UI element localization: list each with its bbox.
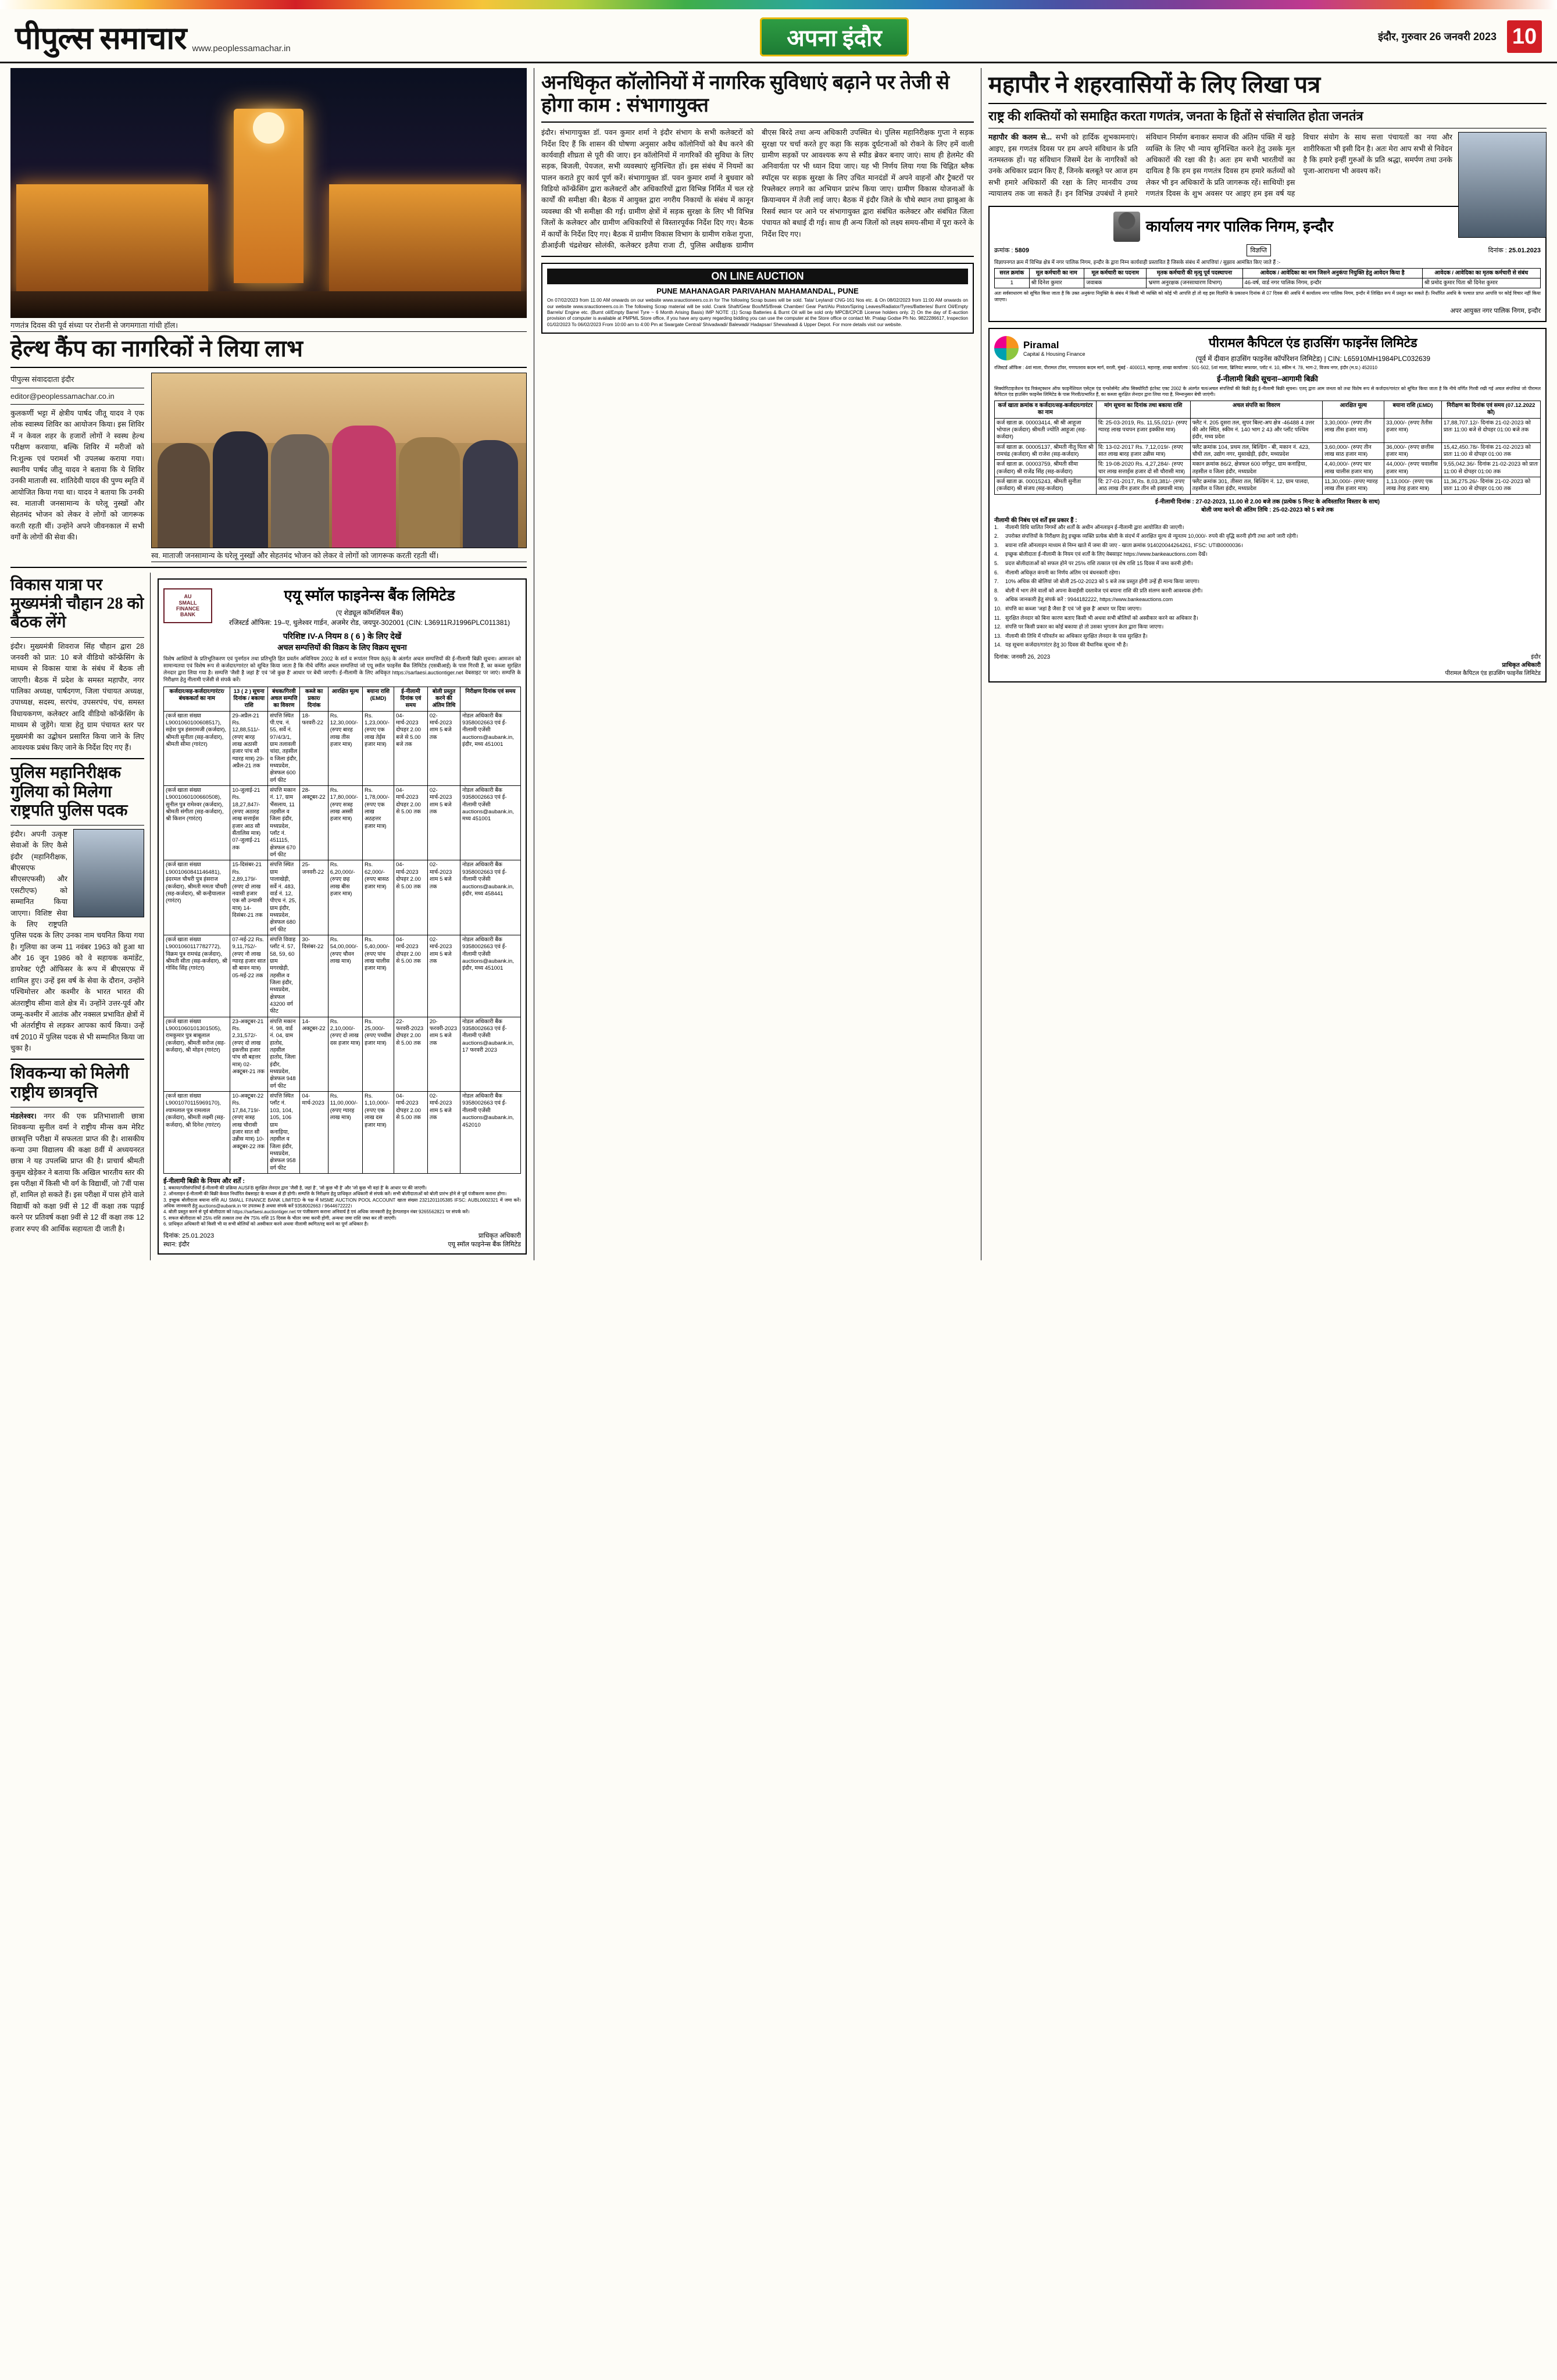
au-term: 3. इच्छुक बोलीदाता बयाना राशि AU SMALL FINANCE BANK LIMITED के पक्ष में MSME AUCTION POOL ACCOUNT खाता संख्या 2321201105385 IFSC: AUBL0002321 में जमा करें। अधिक जानकारी हेतु auctions@aubank.in पर उपलब्ध है अथवा संपर्क करें 9358002663 / 9644672222।: [163, 1197, 521, 1209]
publication-logo: [15, 15, 186, 58]
photo-clock-face: [253, 112, 284, 144]
divider: [541, 121, 974, 123]
piramal-th-demand: मांग सूचना का दिनांक तथा बकाया राशि: [1096, 401, 1190, 418]
piramal-brand: Piramal: [1023, 340, 1059, 351]
cell-reserve: 4,40,000/- (रुपए चार लाख चालीस हजार मात्र): [1323, 460, 1384, 477]
cell-borrower: (कर्ज खाता संख्या L9001060101301505), रामकुमार पुत्र बाबूलाल (कर्जदार), श्रीमती सरोज (सह-कर्जदार), श्री मोहन (गारंटर): [164, 1017, 230, 1091]
cell-inspection: नोडल अधिकारी बैंक 9358002663 एवं ई-नीलामी एजेंसी auctions@aubank.in, इंदौर, मध्य 458441: [460, 860, 521, 935]
cell-bid-date: 02-मार्च-2023 शाम 5 बजे तक: [427, 1092, 460, 1174]
cell-notice: 29-अप्रैल-21 Rs. 12,88,511/- (रुपए बारह लाख अठासी हजार पांच सौ ग्यारह मात्र) 29-अप्रैल-21 तक: [230, 711, 268, 785]
colonies-body: [541, 127, 974, 251]
column-right: [981, 68, 1547, 1260]
vikas-yatra-body: इंदौर। मुख्यमंत्री शिवराज सिंह चौहान द्वारा 28 जनवरी को प्रात: 10 बजे वीडियो कॉन्फ्रेंसिंग के माध्यम से विकास यात्रा के संबंध में बैठक ली जाएगी। बैठक में प्रदेश के समस्त महापौर, नगर पालिका अध्यक्ष, पार्षदगण, जिला पंचायत अध्यक्ष, उपाध्यक्ष, सदस्य, सरपंच, उपसरपंच, पंच, समस्त विधायकगण, कलेक्टर आदि वीडियो कॉन्फ्रेंसिंग के माध्यम से जुड़ेंगे। यात्रा हेतु ग्राम पंचायत स्तर पर मुख्यमंत्री का उद्बोधन प्रसारित किया जाने के लिए आवश्यक प्रबंध किए जाने के निर्देश दिए गए हैं।: [10, 642, 144, 752]
cell-inspection: नोडल अधिकारी बैंक 9358002663 एवं ई-नीलामी एजेंसी auctions@aubank.in, 17 फरवरी 2023: [460, 1017, 521, 1091]
masthead-left: [15, 15, 291, 58]
piramal-sign-left: [994, 652, 1050, 677]
nigam-footnote: अतः सर्वसाधारण को सूचित किया जाता है कि उक्त अनुकंपा नियुक्ति के संबंध में किसी भी व्यक्ति को कोई भी आपत्ति हो तो वह इस विज्ञप्ति के प्रकाशन दिनांक से 07 दिवस की अवधि में कार्यालय नगर पालिक निगम, इन्दौर में लिखित रूप में प्रस्तुत कर सकते हैं। निर्धारित अवधि के पश्चात प्राप्त आपत्ति पर कोई विचार नहीं किया जाएगा।: [994, 291, 1541, 302]
cell-property: संपत्ति स्थित ग्राम पालाखेड़ी, सर्वे नं. 483, वार्ड नं. 12, पीएच नं. 25, ग्राम इंदौर, मध्यप्रदेश, क्षेत्रफल 680 वर्ग फीट: [268, 860, 300, 935]
table-row: [995, 460, 1541, 477]
cell-auction-date: 04-मार्च-2023 दोपहर 2.00 से 5.00 तक: [394, 786, 428, 860]
health-photo-caption: स्व. माताजी जनसामान्य के घरेलू नुस्खों और सेहतमंद भोजन को लेकर वे लोगों को जागरूक करती रहती थीं।: [151, 548, 527, 562]
cell-property: संपत्ति विवाह प्लॉट नं. 57, 58, 59, 60 ग्राम मगरखेड़ी, तहसील व जिला इंदौर, मध्यप्रदेश, क्षेत्रफल 43200 वर्ग फीट: [268, 935, 300, 1017]
photo-person: [399, 437, 460, 548]
piramal-regd: रजिस्टर्ड ऑफिस : 4वां माला, पीरामल टॉवर, गणपतराव कदम मार्ग, वरली, मुंबई - 400013, महाराष्ट्र, शाखा कार्यालय : 501-502, 5वां माला, ब्रिलियंट सफायर, प्लॉट नं. 10, स्कीम नं. 78, भाग-2, विजय नगर, इंदौर (म.प्र.) 452010: [994, 364, 1377, 370]
piramal-terms-list: [994, 524, 1541, 649]
photo-person: [271, 434, 329, 548]
piramal-note: सिक्योरिटाइजेशन एंड रिकंस्ट्रक्शन ऑफ फाइनेंशियल एसेट्स एंड एन्फोर्समेंट ऑफ सिक्योरिटी इंटरेस्ट एक्ट 2002 के अंतर्गत चल/अचल संपत्तियों की बिक्री हेतु ई-नीलामी बिक्री सूचना। एतद् द्वारा आम जनता को तथा विशेष रूप से कर्जदार/गारंटर को सूचित किया जाता है कि नीचे वर्णित गिरवी रखी गई अचल संपत्तियां जो पीरामल कैपिटल एंड हाउसिंग फाइनेंस लिमिटेड के पास गिरवी/प्रभारित हैं, का कब्जा सुरक्षित लेनदार द्वारा लिया गया है, निम्नानुसार बेची जाएंगी।: [994, 386, 1541, 398]
piramal-sign-org: पीरामल कैपिटल एंड हाउसिंग फाइनेंस लिमिटेड: [1445, 670, 1541, 677]
scholarship-text: नगर की एक प्रतिभाशाली छात्रा शिवकन्या सुनील वर्मा ने राष्ट्रीय मीन्स कम मेरिट छात्रवृत्ति परीक्षा में सफलता प्राप्त की है। शासकीय कन्या उमा विद्यालय की कक्षा 8वीं में अध्ययनरत छात्रा ने यह उपलब्धि प्राप्त की है। प्राचार्य श्रीमती कुसुम खेड़ेकर ने बताया कि अखिल भारतीय स्तर की इस परीक्षा में किसी भी वर्ग के विद्यार्थी, जो 7वीं पास हों, शामिल हो सकते हैं। इस परीक्षा में पास होने वाले विद्यार्थी को कक्षा 9वीं से 12 वीं कक्षा तक पढ़ाई करने पर प्रतिवर्ष कक्षा 9वीं से 12 वीं कक्षा तक 12 हजार रुपए की आर्थिक सहायता दी जाती है।: [10, 1112, 144, 1233]
mayor-letter-body: [988, 132, 1452, 199]
piramal-term: 6. नीलामी अधिकृत कंपनी का निर्णय अंतिम एवं बंधनकारी रहेगा।: [994, 569, 1120, 576]
au-th-reserve: आरक्षित मूल्य: [328, 687, 362, 711]
cell-reserve: Rs. 11,00,000/- (रुपए ग्यारह लाख मात्र): [328, 1092, 362, 1174]
cell-possession: 18-फरवरी-22: [300, 711, 328, 785]
piramal-cin: (पूर्व में दीवान हाउसिंग फाइनेंस कॉर्पोरेशन लिमिटेड) | CIN: L65910MH1984PLC032639: [1195, 354, 1431, 363]
divider: [10, 1059, 144, 1060]
photo-person: [213, 431, 268, 548]
page-number: 10: [1507, 20, 1542, 53]
nigam-th-applicant: आवेदक / आवेदिका का नाम जिसने अनुकंपा नियुक्ति हेतु आवेदन किया है: [1242, 268, 1422, 278]
piramal-term: 12. संपत्ति पर किसी प्रकार का कोई बकाया हो तो उसका भुगतान क्रेता द्वारा किया जाएगा।: [994, 624, 1164, 630]
au-logo-line2: SMALL: [178, 599, 197, 606]
mayor-letter-headline: महापौर ने शहरवासियों के लिए लिखा पत्र: [988, 72, 1321, 98]
cell-reserve: 3,60,000/- (रुपए तीन लाख साठ हजार मात्र): [1323, 442, 1384, 460]
au-term: 1. बकाया/परिसंपत्तियों ई-नीलामी की प्रक्रिया AUSFB सुरक्षित लेनदार द्वारा 'जैसी है, जहां है', 'जो कुछ भी है' और 'जो कुछ भी वहां है' के आधार पर की जाएगी।: [163, 1185, 427, 1191]
piramal-sign-right: [1445, 652, 1541, 677]
au-sign-org: एयू स्मॉल फाइनेन्स बैंक लिमिटेड: [448, 1241, 521, 1248]
online-auction-title: ON LINE AUCTION: [547, 269, 968, 284]
piramal-bid-line: बोली जमा करने की अंतिम तिथि : 25-02-2023 को 5 बजे तक: [1201, 506, 1334, 513]
table-row: [164, 786, 521, 860]
cell-auction-date: 04-मार्च-2023 दोपहर 2.00 से 5.00 तक: [394, 1092, 428, 1174]
au-term: 2. ऑनलाइन ई-नीलामी की बिक्री केवल निर्धारित वेबसाइट के माध्यम से ही होगी। सम्पत्ति के निरीक्षण हेतु प्राधिकृत अधिकारी से संपर्क करें। सभी बोलीदाताओं को बोली प्रारंभ होने से पूर्व पंजीकरण कराना होगा।: [163, 1191, 507, 1197]
scholarship-location: मंडलेश्वर।: [10, 1112, 37, 1120]
health-article-body: कुलकर्णी भट्टा में क्षेत्रीय पार्षद जीतू यादव ने एक लोक स्वास्थ्य शिविर का आयोजन किया। इस शिविर में न केवल शहर के हजारों लोगों ने स्वस्थ हेल्थ परीक्षण करवाया, बल्कि शिविर में मरीजों को नि:शुल्क एवं परामर्श भी उपलब्ध कराया गया। स्थानीय पार्षद जीतू यादव ने बताया कि ये शिविर उनकी माताजी स्व. शांतिदेवी यादव की पुण्य स्मृति में आयोजित किया गया था। यादव ने बताया कि उनकी स्व. माताजी जनसामान्य के घरेलू नुस्खों और सेहतमंद भोजन को लेकर वे लोगों को जागरूक करती रहती थीं। उन्होंने अपने जीवनकाल में सभी वर्गों के लोगों की सेवा की।: [10, 409, 144, 542]
dateline: इंदौर, गुरुवार 26 जनवरी 2023: [1378, 31, 1497, 42]
nigam-table: [994, 268, 1541, 289]
au-ad-regd: रजिस्टर्ड ऑफिस: 19–ए, धुलेश्वर गार्डन, अजमेर रोड, जयपुर-302001 (CIN: L36911RJ1996PLC011381): [228, 619, 510, 627]
cell-notice: 10-जुलाई-21 Rs. 18,27,847/- (रुपए अठारह लाख सत्ताईस हजार आठ सौ सैंतालिस मात्र) 07-जुलाई-21 तक: [230, 786, 268, 860]
au-ad-header: [163, 584, 521, 627]
nigam-date-value: 25.01.2023: [1508, 246, 1541, 254]
au-bank-logo: [163, 588, 212, 623]
cell-property: फ्लैट क्रमांक 104, प्रथम तल, बिल्डिंग - बी, मकान नं. 423, चौथी तल, उद्योग नगर, मुसाखेड़ी, इंदौर, मध्यप्रदेश: [1190, 442, 1322, 460]
cell-notice: 23-अक्टूबर-21 Rs. 2,31,572/- (रुपए दो लाख इकत्तीस हजार पांच सौ बहत्तर मात्र) 02-अक्टूबर-21 तक: [230, 1017, 268, 1091]
au-ad-title-sub: (ए शेड्यूल कॉमर्शियल बैंक): [335, 609, 403, 617]
piramal-brand-sub: Capital & Housing Finance: [1023, 351, 1085, 358]
cell-inspection: नोडल अधिकारी बैंक 9358002663 एवं ई-नीलामी एजेंसी auctions@aubank.in, 452010: [460, 1092, 521, 1174]
cell-inspection: नोडल अधिकारी बैंक 9358002663 एवं ई-नीलामी एजेंसी auctions@aubank.in, मध्य 451001: [460, 786, 521, 860]
piramal-table-header-row: [995, 401, 1541, 418]
cell-emd: Rs. 1,78,000/- (रुपए एक लाख अठहत्तर हजार मात्र): [362, 786, 394, 860]
vikas-yatra-headline: विकास यात्रा पर मुख्यमंत्री चौहान 28 को बैठक लेंगे: [10, 576, 144, 632]
cell-emd: 44,000/- (रुपए चवालीस हजार मात्र): [1384, 460, 1442, 477]
table-row: [164, 1017, 521, 1091]
cell-property: संपत्ति स्थित पी.एच. नं. 55, सर्वे नं. 97/4/3/1, ग्राम तलावली चांदा, तहसील व जिला इंदौर, मध्यप्रदेश, क्षेत्रफल 600 वर्ग फीट: [268, 711, 300, 785]
cell-emd: 36,000/- (रुपए छत्तीस हजार मात्र): [1384, 442, 1442, 460]
mayor-letter-text: सभी को हार्दिक शुभकामनाएं। आइए, इस गणतंत्र दिवस पर हम अपने संविधान के प्रति नतमस्तक हों। यह संविधान जिसमें देश के नागरिकों को उनके अधिकार प्रदान किए हैं, जिनके बलबूते पर आज हम सभी हमारे अधिकारों की रक्षा के लिए मानवीय उच्च न्यायालय तक जा सकते हैं। इन विभिन्न उपबंधों ने हमारे संविधान निर्माण बनाकर समाज की अंतिम पंक्ति में खड़े व्यक्ति के लिए भी न्याय सुनिश्चित करने हेतु उसके मूल अधिकारों की रक्षा की है। अतः हम सभी भारतीयों का दायित्व है कि हम इस गणतंत्र दिवस हम हमारे कर्तव्यों को लेकर भी इन अधिकारों के प्रति जागरूक रहें। साथियों! इस गणतंत्र दिवस के शुभ अवसर पर आइए हम इस वर्ष यह विचार संयोग के साथ सत्ता पंचायतों का नया और शारीरिकता भी इसी दिन है। अतः मेरा आप सभी से निवेदन है कि हमारे इन्हीं गुरुओं के प्रति श्रद्धा, समर्पण तथा उनके पूजा-आराधना भी अवश्य करें।: [988, 133, 1452, 198]
piramal-term: 3. बयाना राशि ऑनलाइन माध्यम से निम्न खाते में जमा की जाए - खाता क्रमांक 914020044264261, IFSC: UTIB0000036।: [994, 542, 1243, 548]
au-ad-title: एयू स्मॉल फाइनेन्स बैंक लिमिटेड: [284, 587, 455, 604]
piramal-sign-date: दिनांक: जनवरी 26, 2023: [994, 653, 1051, 660]
mayor-kalam-label: महापौर की कलम से...: [988, 133, 1052, 142]
piramal-sign-place: इंदौर: [1531, 653, 1541, 660]
au-logo-line4: BANK: [180, 612, 195, 618]
photo-ground: [10, 291, 527, 318]
photo-left-wing: [16, 184, 208, 295]
officer-portrait: [73, 829, 144, 917]
table-row: [164, 935, 521, 1017]
cell-notice: 15-दिसंबर-21 Rs. 2,89,179/- (रुपए दो लाख नवासी हजार एक सौ उन्यासी मात्र) 14-दिसंबर-21 तक: [230, 860, 268, 935]
piramal-term: 1. नीलामी विधि चालित निगमों और शर्तों के अधीन ऑनलाइन ई-नीलामी द्वारा आयोजित की जाएगी।: [994, 524, 1184, 530]
cell-borrower: (कर्ज खाता संख्या L9001060841146481), इंदरमल चौधरी पुत्र हंसराज (कर्जदार), श्रीमती ममता चौधरी (सह-कर्जदार), श्री कन्हैयालाल (गारंटर): [164, 860, 230, 935]
cell-emd: Rs. 1,23,000/- (रुपए एक लाख तेईस हजार मात्र): [362, 711, 394, 785]
cell-reserve: Rs. 54,00,000/- (रुपए चौवन लाख मात्र): [328, 935, 362, 1017]
photo-person: [332, 426, 396, 548]
cell-auction-date: 04-मार्च-2023 दोपहर 2.00 से 5.00 तक: [394, 935, 428, 1017]
cell-notice: 10-अक्टूबर-22 Rs. 17,84,719/- (रुपए सत्रह लाख चौरासी हजार सात सौ उन्नीस मात्र) 10-अक्टूबर-22 तक: [230, 1092, 268, 1174]
apna-indore-label: अपना इंदौर: [787, 24, 882, 51]
cell-inspection: नोडल अधिकारी बैंक 9358002663 एवं ई-नीलामी एजेंसी auctions@aubank.in, इंदौर, मध्य 451001: [460, 935, 521, 1017]
cell-property: संपत्ति मकान नं. 17, ग्राम भैंसलाय, 11 तहसील व जिला इंदौर, मध्यप्रदेश, प्लॉट नं. 451115, क्षेत्रफल 670 वर्ग फीट: [268, 786, 300, 860]
cell-possession: 28-अक्टूबर-22: [300, 786, 328, 860]
cell-reserve: Rs. 17,80,000/- (रुपए सत्रह लाख अस्सी हजार मात्र): [328, 786, 362, 860]
cell-reserve: 3,30,000/- (रुपए तीन लाख तीस हजार मात्र): [1323, 418, 1384, 442]
cell-relation: श्री प्रमोद कुमार पिता श्री दिनेश कुमार: [1422, 278, 1540, 288]
decorative-rainbow-strip: [0, 0, 1557, 9]
health-byline: पीपुल्स संवाददाता इंदौर: [10, 375, 74, 384]
nigam-notice-header: [994, 212, 1452, 242]
cell-auction-date: 22-फरवरी-2023 दोपहर 2.00 से 5.00 तक: [394, 1017, 428, 1091]
piramal-sign-name: प्राधिकृत अधिकारी: [1502, 662, 1541, 669]
piramal-advertisement: [988, 328, 1547, 682]
cell-demand: दि: 25-03-2019, Rs. 11,55,021/- (रुपए ग्यारह लाख पचपन हजार इक्कीस मात्र): [1096, 418, 1190, 442]
cell-reserve: Rs. 12,30,000/- (रुपए बारह लाख तीस हजार मात्र): [328, 711, 362, 785]
apna-indore-badge: [760, 17, 908, 56]
divider: [10, 367, 527, 368]
mayor-portrait: [1458, 132, 1547, 238]
colonies-body-p2: बैठक में आयुक्त द्वारा नगरीय निकायों के संबंध में कानून व्यवस्था की भी समीक्षा की गई। ग्रामीण क्षेत्रों में सड़क सुरक्षा के लिए भी विभिन्न जिलों के कलेक्टर और ग्रामीण अधिकारियों से विस्तारपूर्वक निर्देश दिए गए। बैठक में कार्यों के निर्देश दिए गए। बैठक में ग्रामीण विकास विभाग के ग्रामीण राकेश गुप्ता, डीआईजी चंद्रशेखर सोलंकी, कलेक्टर इलैया राजा टी, पुलिस अधीक्षक ग्रामीण बीएस बिरदे तथा अन्य अधिकारी उपस्थित थे। पुलिस महानिरीक्षक गुप्ता ने सड़क सुरक्षा पर चर्चा करते हुए कहा कि सड़क दुर्घटनाओं को रोकने के लिए हमें वाली ग्रामीण सड़कों पर आवश्यक रूप से स्पीड ब्रेकर बनाए जाएं। साथ ही हेलमेट की अनिवार्यता पर भी ध्यान दिया जाए। यह भी निर्णय लिया गया कि चिह्नित ब्लैक स्पॉट्स पर सड़क सुरक्षा के लिए उचित मानदंडों में अपने वाहनों और ट्रैक्टरों पर रिफ्लेक्टर लगाने का अभियान प्रारंभ किया जाए। ग्रामीण विकास योजनाओं के क्रियान्वयन में तेजी लाई जाए। बैठक में इंदौर जिले के चौथे स्थान तथा झाबुआ के रिसर्व स्थान पर आने पर संभागायुक्त द्वारा संबंधित कलेक्टर और संबंधित जिला पंचायत को बधाई दी गई। साथ ही अन्य जिलों को लक्ष्य समय-सीमा में पूरा करने के निर्देश दिए गए।: [541, 128, 974, 249]
cell-possession: 25-जनवरी-22: [300, 860, 328, 935]
cell-inspection: 9,55,042.36/- दिनांक 21-02-2023 को प्रातः 11:00 से दोपहर 01:00 तक: [1441, 460, 1540, 477]
piramal-th-inspection: निरीक्षण का दिनांक एवं समय (07.12.2022 को): [1441, 401, 1540, 418]
colonies-body-p1: इंदौर। संभागायुक्त डॉ. पवन कुमार शर्मा ने इंदौर संभाग के सभी कलेक्टरों को निर्देश दिए हैं कि शासन की घोषणा अनुसार अवैध कॉलोनियों को बैध करने की कार्यवाही शीघ्रता से पूरी की जाए। इन कॉलोनियों में नागरिकों की सुविधा के लिए सड़क, बिजली, पेयजल, सभी व्यवस्थाएं सुनिश्चित हों। इस संबंध में नियमों का पालन कराते हुए कार्य पूर्ण करें। संभागायुक्त डॉ. पवन कुमार शर्मा ने बुधवार को विडियो कॉन्फ्रेंसिंग द्वारा कलेक्टरों और अधिकारियों द्वारा विभिन्न निर्मित में चल रहे कार्यों की समीक्षा की।: [541, 128, 753, 205]
piramal-term: 14. यह सूचना कर्जदार/गारंटर हेतु 30 दिवस की वैधानिक सूचना भी है।: [994, 642, 1128, 648]
divider: [10, 567, 527, 568]
table-row: [995, 442, 1541, 460]
cell-property: मकान क्रमांक 86/2, क्षेत्रफल 600 वर्गफुट, ग्राम कनाड़िया, तहसील व जिला इंदौर, मध्यप्रदेश: [1190, 460, 1322, 477]
table-row: [995, 278, 1541, 288]
au-sign-date: दिनांक: 25.01.2023: [163, 1232, 215, 1239]
nigam-table-header-row: [995, 268, 1541, 278]
cell-name: श्री दिनेश कुमार: [1029, 278, 1084, 288]
editor-email[interactable]: editor@peoplessamachar.co.in: [10, 392, 115, 401]
nigam-kramank: [994, 246, 1029, 255]
cell-borrower: (कर्ज खाता संख्या L9001060100660508), सुनील पुत्र रामेश्वर (कर्जदार), श्रीमती संगीता (सह-कर्जदार), श्री किशन (गारंटर): [164, 786, 230, 860]
au-terms-title: ई-नीलामी बिक्री के नियम और शर्तें :: [163, 1177, 245, 1185]
photo-person: [463, 440, 518, 548]
piramal-th-account: कर्ज खाता क्रमांक व कर्जदार/सह-कर्जदार/गारंटर का नाम: [995, 401, 1097, 418]
cell-auction-date: 04-मार्च-2023 दोपहर 2.00 से 5.00 तक: [394, 860, 428, 935]
piramal-title: पीरामल कैपिटल एंड हाउसिंग फाइनेंस लिमिटेड: [1208, 335, 1417, 350]
cell-inspection: नोडल अधिकारी बैंक 9358002663 एवं ई-नीलामी एजेंसी auctions@aubank.in, इंदौर, मध्य 451001: [460, 711, 521, 785]
au-th-borrower: कर्जदार/सह-कर्जदार/गारंटर/बंधककर्ता का नाम: [164, 687, 230, 711]
photo-right-wing: [329, 184, 521, 295]
cell-bid-date: 20-फरवरी-2023 शाम 5 बजे तक: [427, 1017, 460, 1091]
table-row: [995, 418, 1541, 442]
divider: [10, 825, 144, 826]
cell-reserve: 11,30,000/- (रुपए ग्यारह लाख तीस हजार मात्र): [1323, 477, 1384, 494]
divider: [10, 637, 144, 638]
table-row: [164, 711, 521, 785]
nigam-th-sno: सरल क्रमांक: [995, 268, 1030, 278]
cell-demand: दि: 27-01-2017, Rs. 8,03,381/- (रुपए आठ लाख तीन हजार तीन सौ इक्यासी मात्र): [1096, 477, 1190, 494]
au-appendix-sub: अचल सम्पत्तियों की विक्रय के लिए विक्रय सूचना: [277, 643, 407, 652]
cell-account: कर्ज खाता क्र. 00003414, श्री श्री आहूजा भोपाल (कर्जदार) श्रीमती ज्योति आहूजा (सह-कर्जदार): [995, 418, 1097, 442]
piramal-mark-icon: [994, 336, 1019, 360]
cell-account: कर्ज खाता क्र. 00003759, श्रीमती सीमा (कर्जदार) श्री राजेंद्र सिंह (सह-कर्जदार): [995, 460, 1097, 477]
police-medal-body: इंदौर। अपनी उत्कृष्ट सेवाओं के लिए कैसे इंदौर (महानिरीक्षक, बीएसएफ सीएसएफसी) और एसटीएफ) को सम्मानित किया जाएगा। विशिष्ट सेवा के लिए राष्ट्रपति पुलिस पदक के लिए उनका नाम चयनित किया गया है। गुलिया का जन्म 11 नवंबर 1963 को हुआ था और 16 जून 1986 को वे सहायक कमांडेंट, डायरेक्ट एंट्री ऑफिसर के रूप में बीएसएफ में शामिल हुए। उन्हें इस वर्ष के सेवा के दौरान, उन्होंने पश्चिमोत्तर और कश्मीर के भारत भारत की अंतराष्ट्रीय सीमा वाले क्षेत्र में। उन्होंने उत्तर-पूर्व और जम्मू-कश्मीर में आतंक और नक्सल प्रभावित क्षेत्रों में भी अंतर्राष्ट्रीय से लड़कर आपका कार्य किया। उन्हें वर्ष 2010 में पुलिस पदक से भी सम्मानित किया जा चुका है।: [10, 830, 144, 1052]
cell-reserve: Rs. 6,20,000/- (रुपए छह लाख बीस हजार मात्र): [328, 860, 362, 935]
column-middle: [534, 68, 981, 1260]
cell-inspection: 17,88,707.12/- दिनांक 21-02-2023 को प्रातः 11:00 बजे से दोपहर 01:00 बजे तक: [1441, 418, 1540, 442]
au-auction-table: [163, 687, 521, 1174]
cell-possession: 14-अक्टूबर-22: [300, 1017, 328, 1091]
nigam-intro: विज्ञापनगत क्रम में विभिन्न क्षेत्र में नगर पालिक निगम, इन्दौर के द्वारा निम्न कार्यवाही प्रस्तावित है जिसके संबंध में आपत्तियां / सुझाव आमंत्रित किए जाते हैं :-: [994, 259, 1281, 265]
scholarship-headline: शिवकन्या को मिलेगी राष्ट्रीय छात्रवृत्ति: [10, 1064, 129, 1102]
cell-auction-date: 04-मार्च-2023 दोपहर 2.00 बजे से 5.00 बजे तक: [394, 711, 428, 785]
piramal-th-property: अचल संपत्ति का विवरण: [1190, 401, 1322, 418]
au-table-header-row: [164, 687, 521, 711]
page-content: [0, 63, 1557, 1266]
cell-bid-date: 02-मार्च-2023 शाम 5 बजे तक: [427, 786, 460, 860]
cell-possession: 04-मार्च-2023: [300, 1092, 328, 1174]
piramal-th-reserve: आरक्षित मूल्य: [1323, 401, 1384, 418]
cell-inspection: 15,42,450.78/- दिनांक 21-02-2023 को प्रातः 11:00 से दोपहर 01:00 तक: [1441, 442, 1540, 460]
colonies-headline: अनधिकृत कॉलोनियों में नागरिक सुविधाएं बढ़ाने पर तेजी से होगा काम : संभागायुक्त: [541, 72, 950, 117]
cell-inspection: 11,36,275.26/- दिनांक 21-02-2023 को प्रातः 11:00 से दोपहर 01:00 तक: [1441, 477, 1540, 494]
masthead-right: [1378, 20, 1542, 53]
cell-borrower: (कर्ज खाता संख्या L9001060100608517), सहेश पुत्र हंसरामजी (कर्जदार), श्रीमती सुनीता (सह-कर्जदार), श्रीमती सीमा (गारंटर): [164, 711, 230, 785]
cell-borrower: (कर्ज खाता संख्या L9001060117782772), विक्रम पुत्र रामचंद्र (कर्जदार), श्रीमती सीता (सह-कर्जदार), श्री गोविंद सिंह (गारंटर): [164, 935, 230, 1017]
divider: [10, 758, 144, 759]
au-th-bid-last-date: बोली प्रस्तुत करने की अंतिम तिथि: [427, 687, 460, 711]
nigam-th-relation: आवेदक / आवेदिका का मृतक कर्मचारी से संबंध: [1422, 268, 1540, 278]
au-bank-advertisement: [158, 578, 527, 1255]
piramal-th-emd: बयाना राशि (EMD): [1384, 401, 1442, 418]
cell-borrower: (कर्ज खाता संख्या L9001070115969170), श्यामलाल पुत्र रामलाल (कर्जदार), श्रीमती लक्ष्मी (सह-कर्जदार), श्री दिनेश (गारंटर): [164, 1092, 230, 1174]
online-auction-org: PUNE MAHANAGAR PARIVAHAN MAHAMANDAL, PUNE: [656, 287, 859, 296]
cell-applicant: 46-वर्ष, वार्ड नगर पालिक निगम, इन्दौर: [1242, 278, 1422, 288]
au-appendix-title: परिशिष्ट IV-A नियम 8 ( 6 ) के लिए देखें: [283, 631, 402, 641]
divider: [541, 256, 974, 257]
cell-property: फ्लैट क्रमांक 301, तीसरा तल, बिल्डिंग नं. 12, ग्राम पालदा, तहसील व जिला इंदौर, मध्यप्रदेश: [1190, 477, 1322, 494]
nigam-title: कार्यालय नगर पालिक निगम, इन्दौर: [1145, 217, 1334, 235]
masthead: [0, 9, 1557, 63]
au-ad-intro: विशेष आस्तियों के प्रतिभूतिकरण एवं पुनर्गठन तथा प्रतिभूति हित प्रवर्तन अधिनियम 2002 के शर्त व रूपांतर नियम 8(6) के अंतर्गत अचल सम्पत्तियों की ई-नीलामी बिक्री सूचना। आमजन को सामान्यतया एवं विशेष रूप से कर्जदार/गारंटर को सूचित किया जाता है कि नीचे वर्णित अचल सम्पत्तियां जो एयू स्मॉल फाइनेंस बैंक लिमिटेड (एसबीआई) के पास गिरवी हैं, का कब्जा सुरक्षित लेनदार द्वारा लिया गया है। सम्पत्ति 'जैसी है जहां है' एवं 'जो कुछ है' आधार पर बेची जाएगी। ई-नीलामी के लिए अधिकृत https://sarfaesi.auctiontiger.net वेबसाइट पर जाएं। सम्पत्ति के निरीक्षण हेतु नीलामी एजेंसी से संपर्क करें।: [163, 656, 521, 683]
cell-account: कर्ज खाता क्र. 00005137, श्रीमती नीतू पिता श्री रामचंद्र (कर्जदार) श्री राजेश (सह-कर्जदार): [995, 442, 1097, 460]
cell-posting: भ्रमण अनुरक्षक (जनसाधारण विभाग): [1147, 278, 1242, 288]
au-th-property: बंधक/गिरवी अचल सम्पत्ति का विवरण: [268, 687, 300, 711]
piramal-term: 4. इच्छुक बोलीदाता ई-नीलामी के नियम एवं शर्तों के लिए वेबसाइट https://www.bankeauctions.com देखें।: [994, 551, 1208, 558]
piramal-term: 2. उपरोक्त संपत्तियों के निरीक्षण हेतु इच्छुक व्यक्ति प्रत्येक बोली के संदर्भ में आरक्षित मूल्य से न्यूनतम 10,000/- रुपये की वृद्धि करनी होगी तथा आगे जारी रहेगी।: [994, 533, 1298, 539]
photo-person: [158, 443, 210, 548]
piramal-auction-table: [994, 401, 1541, 495]
table-row: [164, 1092, 521, 1174]
cell-bid-date: 02-मार्च-2023 शाम 5 बजे तक: [427, 860, 460, 935]
health-camp-headline: हेल्थ कैंप का नागरिकों ने लिया लाभ: [10, 335, 303, 362]
cell-account: कर्ज खाता क्र. 00015243, श्रीमती सुनीता (कर्जदार) श्री संजय (सह-कर्जदार): [995, 477, 1097, 494]
nigam-date: [1488, 246, 1541, 255]
au-logo-line1: AU: [184, 594, 192, 600]
cell-property: संपत्ति स्थित प्लॉट नं. 103, 104, 105, 106 ग्राम कनाड़िया, तहसील व जिला इंदौर, मध्यप्रदेश, क्षेत्रफल 958 वर्ग फीट: [268, 1092, 300, 1174]
masthead-center: [291, 17, 1378, 56]
piramal-terms-title: नीलामी की निबंध एवं शर्तें इस प्रकार हैं :: [994, 517, 1077, 524]
au-th-auction-date: ई-नीलामी दिनांक एवं समय: [394, 687, 428, 711]
piramal-term: 5. प्रदत्त बोलीदाताओं को सफल होने पर 25% राशि तत्काल एवं शेष राशि 15 दिवस में जमा करनी होगी।: [994, 560, 1193, 566]
cell-emd: Rs. 62,000/- (रुपए बासठ हजार मात्र): [362, 860, 394, 935]
nigam-th-posting: मृतक कर्मचारी की मृत्यु पूर्व पदस्थापना: [1147, 268, 1242, 278]
table-row: [995, 477, 1541, 494]
nigam-kramank-value: 5809: [1015, 246, 1029, 254]
cell-emd: Rs. 5,40,000/- (रुपए पांच लाख चालीस हजार मात्र): [362, 935, 394, 1017]
photo-caption: गणतंत्र दिवस की पूर्व संध्या पर रोशनी से जगमगाता गांधी हॉल।: [10, 318, 527, 332]
nigam-th-designation: मूल कर्मचारी का पदनाम: [1084, 268, 1147, 278]
piramal-logo: [994, 336, 1085, 360]
cell-sno: 1: [995, 278, 1030, 288]
cell-emd: 33,000/- (रुपए तैतीस हजार मात्र): [1384, 418, 1442, 442]
piramal-subtitle: ई-नीलामी बिक्री सूचना–आगामी बिक्री: [1217, 374, 1318, 384]
piramal-term: 9. अधिक जानकारी हेतु संपर्क करें : 9944182222, https://www.bankeauctions.com: [994, 596, 1173, 603]
online-auction-advertisement: [541, 263, 974, 334]
au-th-notice: 13 ( 2 ) सूचना दिनांक / बकाया राशि: [230, 687, 268, 711]
cell-notice: 07-मई-22 Rs. 9,11,752/- (रुपए नौ लाख ग्यारह हजार सात सौ बावन मात्र) 05-मई-22 तक: [230, 935, 268, 1017]
cell-property: संपत्ति मकान नं. 98, वार्ड नं. 04, ग्राम हातोद, तहसील हातोद, जिला इंदौर, मध्यप्रदेश, क्षेत्रफल 948 वर्ग फीट: [268, 1017, 300, 1091]
nigam-kramank-label: क्रमांक :: [994, 246, 1013, 254]
online-auction-body: On 07/02/2023 from 11.00 AM onwards on our website www.srauctioneers.co.in for The following Scrap buses will be sold. Tata/ Leyland/ CNG-161 Nos etc. & On 08/02/2023 from 11:00 AM onwards on our website www.srauctioneers.co.in The following Scrap material will be sold. Crank Shaft/Gear Box/MS/Break Chamber/ Gear Part/Alu Piston/Spring Leaves/Radiator/Tyres/Batteries/ Burnt Oil/Empty Barrels/ Engine etc. (Burnt oil/Empty Barrel Tyre ~ 6 Month Arising Basis) IMP NOTE :(1) Scrap Batteries & Burnt Oil will be sold only MPCB/CPCB License holders only. 2) On the day of E-auction provision of computer is available at PMPML Store office, if you have any query regarding bidding you can use the computer at the Store office or contact Mr. Pratap Godse Ph No. 9822286617, Inspection 01/02/2023 To 06/02/2023 From 10:00 am to 4:00 Pm at Swargate Central/ Shivadwadi/ Balewadi/ Hadapsar/ Shewalwadi & Upper Depot. For more details visit our website.: [547, 298, 968, 327]
mayor-letter-subhead: राष्ट्र की शक्तियों को समाहित करता गणतंत्र, जनता के हितों से संचालित होता जनतंत्र: [988, 109, 1363, 123]
au-sign-place: स्थान: इंदौर: [163, 1241, 190, 1248]
cell-property: फ्लैट नं. 205 दूसरा तल, सुपर बिल्ट-अप क्षेत्र -46488 4 उत्तर की ओर स्थित, स्कीम नं. 140 भाग 2 43 और प्लॉट पश्चिम इंदौर, मध्य प्रदेश: [1190, 418, 1322, 442]
piramal-auction-line: ई-नीलामी दिनांक : 27-02-2023, 11.00 से 2.00 बजे तक (प्रत्येक 5 मिनट के अविस्तारित विस्तार के साथ): [1155, 498, 1380, 505]
cell-demand: दि: 19-08-2020 Rs. 4,27,284/- (रुपए चार लाख सत्ताईस हजार दो सौ चौरासी मात्र): [1096, 460, 1190, 477]
nigam-date-label: दिनांक :: [1488, 246, 1507, 254]
cell-bid-date: 02-मार्च-2023 शाम 5 बजे तक: [427, 711, 460, 785]
cell-emd: Rs. 1,10,000/- (रुपए एक लाख दस हजार मात्र): [362, 1092, 394, 1174]
cell-emd: 1,13,000/- (रुपए एक लाख तेरह हजार मात्र): [1384, 477, 1442, 494]
au-th-emd: बयाना राशि (EMD): [362, 687, 394, 711]
table-row: [164, 860, 521, 935]
au-terms-list: [163, 1185, 521, 1228]
cell-designation: जवाबक: [1084, 278, 1147, 288]
piramal-term: 11. सुरक्षित लेनदार को बिना कारण बताए किसी भी अथवा सभी बोलियों को अस्वीकार करने का अधिकार है।: [994, 614, 1198, 621]
au-th-possession: कब्जे का प्रकार/दिनांक: [300, 687, 328, 711]
police-medal-headline: पुलिस महानिरीक्षक गुलिया को मिलेगा राष्ट्रपति पुलिस पदक: [10, 764, 128, 820]
gandhi-hall-photo: [10, 68, 527, 318]
cell-demand: दि: 13-02-2017 Rs. 7,12,019/- (रुपए सात लाख बारह हजार उन्नीस मात्र): [1096, 442, 1190, 460]
scholarship-body: [10, 1111, 144, 1235]
publication-name-part1: पीपुल्स समाचार: [15, 21, 187, 56]
au-logo-line3: FINANCE: [176, 606, 199, 612]
au-term: 5. सफल बोलीदाता को 25% राशि तत्काल तथा शेष 75% राशि 15 दिवस के भीतर जमा करनी होगी, अन्यथा जमा राशि जब्त कर ली जाएगी।: [163, 1215, 397, 1221]
health-camp-photo: [151, 373, 527, 548]
cell-reserve: Rs. 2,10,000/- (रुपए दो लाख दस हजार मात्र): [328, 1017, 362, 1091]
au-term: 4. बोली प्रस्तुत करने से पूर्व बोलीदाता को https://sarfaesi.auctiontiger.net पर पंजीकरण कराना अनिवार्य है एवं अधिक जानकारी हेतु हेल्पलाइन नंबर 9265562821 पर संपर्क करें।: [163, 1209, 470, 1215]
cell-possession: 30-दिसंबर-22: [300, 935, 328, 1017]
cell-emd: Rs. 25,000/- (रुपए पच्चीस हजार मात्र): [362, 1017, 394, 1091]
piramal-term: 10. संपत्ति का कब्जा 'जहां है जैसा है' एवं 'जो कुछ है' आधार पर दिया जाएगा।: [994, 605, 1142, 612]
piramal-term: 7. 10% अधिक की बोलियां जो बोली 25-02-2023 को 5 बजे तक प्रस्तुत होंगी उन्हें ही मान्य किया जाएगा।: [994, 578, 1200, 585]
nigam-th-name: मूल कर्मचारी का नाम: [1029, 268, 1084, 278]
cell-bid-date: 02-मार्च-2023 शाम 5 बजे तक: [427, 935, 460, 1017]
piramal-term: 13. नीलामी की तिथि में परिवर्तन का अधिकार सुरक्षित लेनदार के पास सुरक्षित है।: [994, 632, 1148, 639]
column-left: [10, 68, 534, 1260]
divider: [988, 103, 1547, 104]
government-emblem-icon: [1113, 212, 1140, 242]
divider: [10, 404, 144, 405]
au-th-inspection: निरीक्षण दिनांक एवं समय: [460, 687, 521, 711]
au-term: 6. प्राधिकृत अधिकारी को किसी भी या सभी बोलियों को अस्वीकार करने अथवा नीलामी स्थगित/रद्द करने का पूर्ण अधिकार है।: [163, 1221, 369, 1227]
nigam-signature: अपर आयुक्त नगर पालिक निगम, इन्दौर: [1450, 308, 1541, 315]
au-sign-name: प्राधिकृत अधिकारी: [478, 1232, 521, 1239]
publication-website[interactable]: www.peoplessamachar.in: [192, 44, 291, 53]
piramal-term: 8. बोली में भाग लेने वालों को अपना केवाईसी दस्तावेज एवं बयाना राशि की प्रति संलग्न करनी आवश्यक होगी।: [994, 587, 1203, 594]
nigam-badge: विज्ञप्ति: [1247, 244, 1272, 256]
